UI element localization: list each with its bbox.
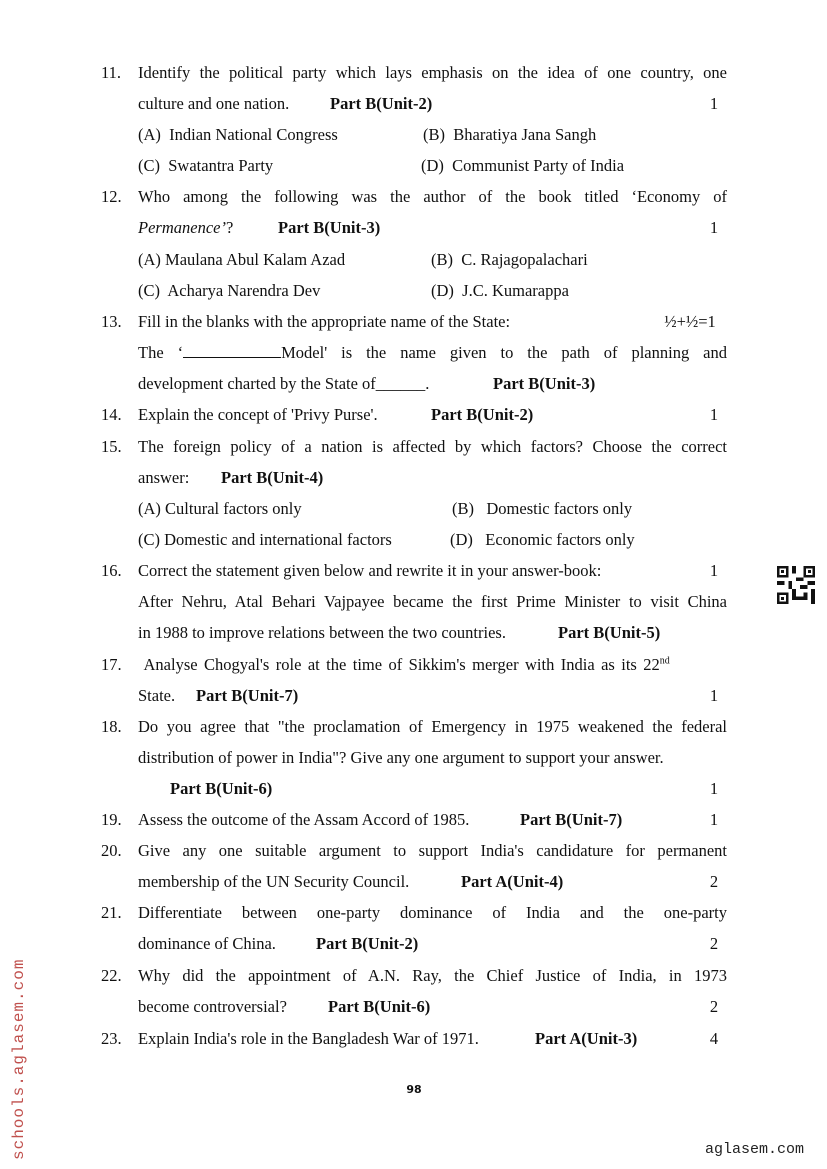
text: culture and one nation.: [138, 94, 290, 113]
option-d: (D) Economic factors only: [450, 530, 635, 549]
text: Explain India's role in the Bangladesh War of 1971.: [138, 1029, 479, 1048]
option-d: (D) J.C. Kumarappa: [431, 281, 569, 300]
text: Analyse Chogyal's role at the time of Sikkim's merger with India as its 22: [138, 655, 660, 674]
text: answer:: [138, 468, 190, 487]
question-text: Correct the statement given below and rewrite it in your answer-book:: [138, 561, 602, 580]
superscript: nd: [659, 655, 670, 667]
part-label: Part B(Unit-4): [221, 468, 324, 487]
question-text: Give any one suitable argument to support India's candidature for permanent: [138, 841, 727, 860]
part-label: Part A(Unit-3): [535, 1029, 638, 1048]
marks: 1: [709, 561, 719, 580]
question-text: Do you agree that "the proclamation of Emergency in 1975 weakened the federal: [138, 717, 727, 736]
question-text: Differentiate between one-party dominance of India and the one-party: [138, 903, 727, 922]
book-title: Permanence’: [138, 218, 226, 237]
text: Assess the outcome of the Assam Accord of 1985.: [138, 810, 470, 829]
text: The ‘: [138, 343, 184, 362]
question-number: 15.: [101, 437, 122, 456]
part-label: Part B(Unit-5): [558, 623, 661, 642]
question-number: 11.: [101, 63, 122, 82]
question-text: Fill in the blanks with the appropriate name of the State:: [138, 312, 511, 331]
question-text: The foreign policy of a nation is affected by which factors? Choose the correct: [138, 437, 727, 456]
part-label: Part B(Unit-7): [520, 810, 623, 829]
option-a: (A) Indian National Congress: [138, 125, 338, 144]
question-number: 12.: [101, 187, 122, 206]
question-number: 19.: [101, 810, 122, 829]
option-b: (B) Bharatiya Jana Sangh: [423, 125, 597, 144]
part-label: Part B(Unit-2): [316, 934, 419, 953]
marks: 1: [709, 779, 719, 798]
part-label: Part B(Unit-3): [278, 218, 381, 237]
marks: 2: [709, 934, 719, 953]
question-text: After Nehru, Atal Behari Vajpayee became the first Prime Minister to visit China: [138, 592, 727, 611]
text: Explain the concept of 'Privy Purse'.: [138, 405, 378, 424]
question-text: distribution of power in India"? Give any one argument to support your answer.: [138, 748, 664, 767]
option-row: [138, 125, 727, 145]
page-number: 98: [406, 1083, 422, 1096]
part-label: Part B(Unit-7): [196, 686, 299, 705]
question-number: 17.: [101, 655, 122, 674]
text: Model' is the name given to the path of planning and: [281, 343, 727, 362]
question-text: [138, 218, 727, 238]
option-c: (C) Acharya Narendra Dev: [138, 281, 321, 300]
question-text: Who among the following was the author of the book titled ‘Economy of: [138, 187, 727, 206]
marks: 1: [709, 810, 719, 829]
option-b: (B) Domestic factors only: [452, 499, 633, 518]
question-text: Why did the appointment of A.N. Ray, the Chief Justice of India, in 1973: [138, 966, 727, 985]
part-label: Part A(Unit-4): [461, 872, 564, 891]
text: dominance of China.: [138, 934, 276, 953]
option-row: [138, 281, 727, 301]
part-label: Part B(Unit-6): [328, 997, 431, 1016]
qr-code-icon: [776, 566, 816, 604]
option-a: (A) Maulana Abul Kalam Azad: [138, 250, 346, 269]
marks: 1: [709, 686, 719, 705]
option-d: (D) Communist Party of India: [421, 156, 625, 175]
text: State.: [138, 686, 176, 705]
part-label: Part B(Unit-6): [170, 779, 273, 798]
option-b: (B) C. Rajagopalachari: [431, 250, 588, 269]
part-label: Part B(Unit-3): [493, 374, 596, 393]
question-text: [138, 779, 727, 799]
option-row: [138, 250, 727, 270]
watermark-left: schools.aglasem.com: [10, 958, 28, 1160]
marks: ½+½=1: [664, 312, 716, 331]
option-row: [138, 530, 727, 550]
question-text: [138, 94, 727, 114]
question-text: Identify the political party which lays emphasis on the idea of one country, one: [138, 63, 727, 82]
question-number: 18.: [101, 717, 122, 736]
question-text: [138, 997, 727, 1017]
marks: 2: [709, 872, 719, 891]
option-c: (C) Domestic and international factors: [138, 530, 392, 549]
question-text: [138, 810, 727, 830]
question-text: [138, 343, 727, 363]
question-text: [138, 623, 727, 643]
question-text: [138, 686, 727, 706]
question-text: [138, 872, 727, 892]
question-number: 20.: [101, 841, 122, 860]
question-text: [138, 934, 727, 954]
text: ?: [225, 218, 234, 237]
question-text: [138, 655, 727, 675]
question-text: [138, 1029, 727, 1049]
watermark-right: aglasem.com: [705, 1141, 805, 1158]
blank: [183, 343, 281, 358]
text: in 1988 to improve relations between the two countries.: [138, 623, 506, 642]
part-label: Part B(Unit-2): [431, 405, 534, 424]
option-row: [138, 499, 727, 519]
marks: 1: [709, 218, 719, 237]
question-number: 13.: [101, 312, 122, 331]
question-number: 22.: [101, 966, 122, 985]
question-number: 21.: [101, 903, 122, 922]
question-number: 23.: [101, 1029, 122, 1048]
question-text: [138, 468, 727, 488]
text: development charted by the State of______.: [138, 374, 430, 393]
marks: 2: [709, 997, 719, 1016]
marks: 1: [709, 405, 719, 424]
text: membership of the UN Security Council.: [138, 872, 410, 891]
question-number: 14.: [101, 405, 122, 424]
question-text: [138, 374, 727, 394]
option-row: [138, 156, 727, 176]
question-number: 16.: [101, 561, 122, 580]
text: become controversial?: [138, 997, 287, 1016]
part-label: Part B(Unit-2): [330, 94, 433, 113]
question-text: [138, 405, 727, 425]
marks: 1: [709, 94, 719, 113]
marks: 4: [709, 1029, 719, 1048]
option-a: (A) Cultural factors only: [138, 499, 302, 518]
option-c: (C) Swatantra Party: [138, 156, 274, 175]
